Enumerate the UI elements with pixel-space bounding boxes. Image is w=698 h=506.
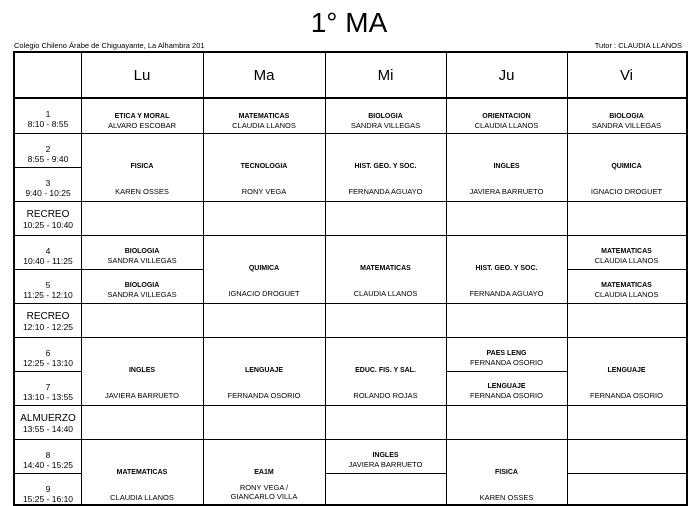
period-time: 15:25 - 16:10: [22, 494, 74, 504]
class-subject: BIOLOGIA: [609, 113, 644, 120]
period-number: 6: [45, 348, 51, 358]
class-subject: ORIENTACION: [482, 113, 531, 120]
class-subject: LENGUAJE: [487, 383, 526, 390]
class-teacher: RONY VEGA: [241, 187, 287, 196]
class-subject: MATEMATICAS: [238, 113, 290, 120]
break-label: [15, 414, 81, 434]
class-teacher: ROLANDO ROJAS: [353, 391, 418, 400]
period-number: 3: [45, 178, 51, 188]
class-teacher: CLAUDIA LLANOS: [353, 289, 418, 298]
period-label: [15, 109, 81, 129]
class-teacher: SANDRA VILLEGAS: [350, 121, 421, 130]
period-number: 8: [45, 450, 51, 460]
period-label: [15, 348, 81, 368]
class-subject: BIOLOGIA: [124, 282, 160, 289]
class-teacher: CLAUDIA LLANOS: [594, 290, 659, 299]
break-time: 13:55 - 14:40: [22, 424, 74, 434]
period-time: 13:10 - 13:55: [22, 392, 74, 402]
day-header-mi: Mi: [377, 66, 394, 84]
class-teacher: CLAUDIA LLANOS: [110, 493, 174, 502]
class-subject: MATEMATICAS: [360, 265, 411, 272]
day-header-vi: Vi: [619, 66, 634, 84]
day-header-ju: Ju: [498, 66, 515, 84]
class-teacher: FERNANDA AGUAYO: [469, 289, 544, 298]
period-label: [15, 178, 81, 198]
class-subject: TECNOLOGIA: [240, 163, 288, 170]
period-number: 5: [45, 280, 51, 290]
class-teacher: JAVIERA BARRUETO: [469, 187, 544, 196]
break-time: 12:10 - 12:25: [22, 322, 74, 332]
class-subject: EDUC. FIS. Y SAL.: [355, 367, 416, 374]
class-subject: QUIMICA: [611, 163, 642, 170]
period-number: 9: [45, 484, 51, 494]
period-time: 9:40 - 10:25: [25, 188, 71, 198]
grid-divider: [15, 235, 686, 236]
class-teacher: CLAUDIA LLANOS: [232, 121, 296, 130]
class-subject: HIST. GEO. Y SOC.: [354, 163, 417, 170]
grid-divider: [446, 371, 567, 372]
grid-divider: [15, 337, 686, 338]
class-teacher: FERNANDA AGUAYO: [348, 187, 423, 196]
class-subject: LENGUAJE: [607, 367, 646, 374]
class-teacher: FERNANDA OSORIO: [470, 391, 543, 400]
day-header-lu: Lu: [133, 66, 151, 84]
period-time: 12:25 - 13:10: [22, 358, 74, 368]
class-subject: MATEMATICAS: [601, 282, 652, 289]
class-teacher: SANDRA VILLEGAS: [591, 121, 662, 130]
grid-divider: [567, 269, 686, 270]
grid-divider: [325, 473, 446, 474]
break-time: 10:25 - 10:40: [22, 220, 74, 230]
break-label: [15, 312, 81, 332]
grid-divider: [15, 133, 686, 134]
class-subject: ETICA Y MORAL: [114, 113, 170, 120]
grid-divider: [15, 439, 686, 440]
period-number: 4: [45, 246, 51, 256]
class-teacher: KAREN OSSES: [479, 493, 534, 502]
class-subject: INGLES: [128, 367, 156, 374]
class-teacher: SANDRA VILLEGAS: [107, 290, 177, 299]
period-label: [15, 280, 81, 300]
class-subject: QUIMICA: [248, 265, 280, 272]
tutor-name: Tutor : CLAUDIA LLANOS: [594, 41, 682, 50]
day-header-ma: Ma: [253, 66, 275, 84]
class-subject: BIOLOGIA: [368, 113, 403, 120]
period-label: [15, 484, 81, 504]
period-number: 7: [45, 382, 51, 392]
class-subject: HIST. GEO. Y SOC.: [475, 265, 538, 272]
class-teacher: JAVIERA BARRUETO: [348, 460, 423, 469]
grid-divider: [15, 303, 686, 304]
class-teacher: FERNANDA OSORIO: [470, 358, 543, 367]
period-time: 11:25 - 12:10: [23, 290, 73, 300]
grid-divider: [15, 371, 81, 372]
period-time: 10:40 - 11:25: [23, 256, 73, 266]
class-subject: MATEMATICAS: [116, 469, 168, 476]
class-subject: INGLES: [493, 163, 520, 170]
class-teacher: FERNANDA OSORIO: [227, 391, 301, 400]
grid-divider: [15, 167, 81, 168]
class-teacher: KAREN OSSES: [115, 187, 169, 196]
break-label: [15, 210, 81, 230]
class-subject: INGLES: [372, 452, 399, 459]
class-teacher: SANDRA VILLEGAS: [107, 256, 177, 265]
period-number: 2: [45, 144, 51, 154]
period-label: [15, 450, 81, 470]
class-teacher: JAVIERA BARRUETO: [105, 391, 179, 400]
class-teacher: IGNACIO DROGUET: [228, 289, 300, 298]
class-subject: EA1M: [254, 469, 274, 476]
schedule-grid: [13, 51, 688, 506]
class-subject: PAES LENG: [486, 350, 527, 357]
grid-divider: [567, 473, 686, 474]
grid-divider: [15, 97, 686, 99]
period-label: [15, 246, 81, 266]
class-subject: FISICA: [130, 163, 154, 170]
class-subject: LENGUAJE: [244, 367, 284, 374]
class-teacher: RONY VEGA / GIANCARLO VILLA: [230, 483, 298, 501]
class-teacher: IGNACIO DROGUET: [590, 187, 663, 196]
class-subject: MATEMATICAS: [601, 248, 652, 255]
period-label: [15, 144, 81, 164]
break-name: ALMUERZO: [20, 413, 76, 424]
period-number: 1: [45, 109, 51, 119]
class-teacher: CLAUDIA LLANOS: [474, 121, 539, 130]
period-time: 8:10 - 8:55: [27, 119, 69, 129]
period-time: 8:55 - 9:40: [27, 154, 69, 164]
class-teacher: FERNANDA OSORIO: [590, 391, 663, 400]
school-name: Colegio Chileno Árabe de Chiguayante, La Alhambra 201: [14, 41, 205, 50]
class-teacher: CLAUDIA LLANOS: [594, 256, 659, 265]
period-label: [15, 382, 81, 402]
grid-divider: [15, 473, 81, 474]
grid-divider: [15, 405, 686, 406]
break-name: RECREO: [26, 209, 70, 220]
class-subject: BIOLOGIA: [124, 248, 160, 255]
page-title: 1° MA: [310, 7, 388, 38]
class-teacher: ALVARO ESCOBAR: [107, 121, 177, 130]
grid-divider: [15, 269, 203, 270]
class-subject: FISICA: [495, 469, 518, 476]
break-name: RECREO: [26, 311, 70, 322]
period-time: 14:40 - 15:25: [22, 460, 74, 470]
grid-divider: [15, 201, 686, 202]
